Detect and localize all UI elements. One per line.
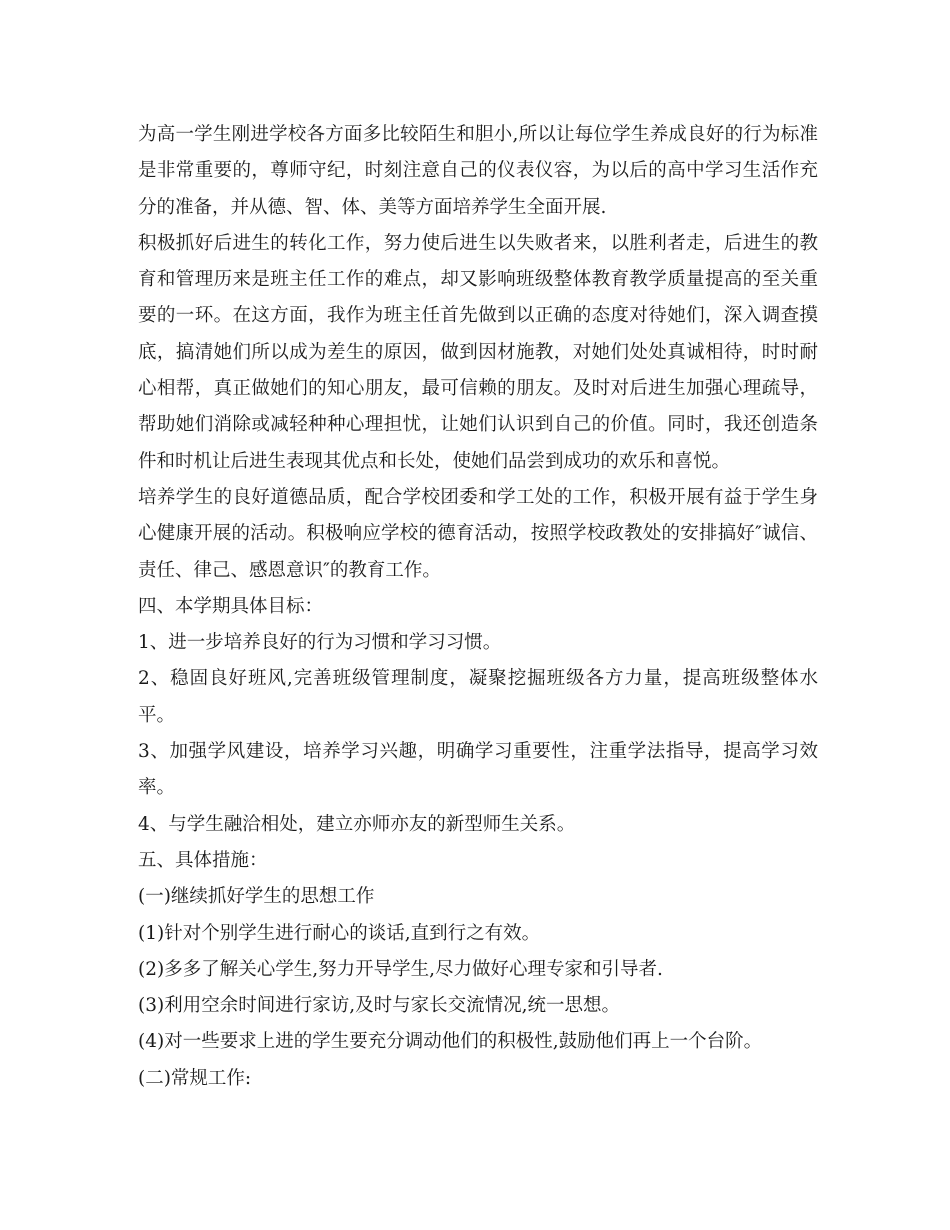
paragraph-moral-quality: 培养学生的良好道德品质，配合学校团委和学工处的工作，积极开展有益于学生身心健康开展的活动。积极响应学校的德育活动，按照学校政教处的安排搞好″诚信、责任、律己、感恩意识″的教育工作。: [138, 486, 818, 581]
paragraph-underachiever-work: 积极抓好后进生的转化工作，努力使后进生以失败者来，以胜利者走，后进生的教育和管理历来是班主任工作的难点，却又影响班级整体教育教学质量提高的至关重要的一环。在这方面，我作为班主任首先做到以正确的态度对待她们，深入调查摸底，搞清她们所以成为差生的原因，做到因材施教，对她们处处真诚相待，时时耐心相帮，真正做她们的知心朋友，最可信赖的朋友。及时对后进生加强心理疏导，帮助她们消除或减轻种种心理担忧，让她们认识到自己的价值。同时，我还创造条件和时机让后进生表现其优点和长处，使她们品尝到成功的欢乐和喜悦。: [138, 232, 818, 472]
measure-item-2: (2)多多了解关心学生,努力开导学生,尽力做好心理专家和引导者.: [138, 958, 663, 980]
measure-item-4: (4)对一些要求上进的学生要充分调动他们的积极性,鼓励他们再上一个台阶。: [138, 1031, 763, 1053]
subheading-routine-work: (二)常规工作:: [138, 1067, 252, 1089]
measure-item-3: (3)利用空余时间进行家访,及时与家长交流情况,统一思想。: [138, 995, 620, 1017]
document-body: [138, 117, 818, 1097]
goal-item-1: 1、进一步培养良好的行为习惯和学习习惯。: [138, 632, 502, 654]
heading-semester-goals: 四、本学期具体目标：: [138, 595, 324, 617]
subheading-ideological-work: (一)继续抓好学生的思想工作: [138, 886, 375, 908]
goal-item-2: 2、稳固良好班风,完善班级管理制度，凝聚挖掘班级各方力量，提高班级整体水平。: [138, 668, 818, 726]
heading-specific-measures: 五、具体措施：: [138, 849, 268, 871]
paragraph-intro-behavior: 为高一学生刚进学校各方面多比较陌生和胆小,所以让每位学生养成良好的行为标准是非常重要的，尊师守纪，时刻注意自己的仪表仪容，为以后的高中学习生活作充分的准备，并从德、智、体、美等方面培养学生全面开展.: [138, 124, 818, 218]
measure-item-1: (1)针对个别学生进行耐心的谈话,直到行之有效。: [138, 922, 541, 944]
goal-item-3: 3、加强学风建设，培养学习兴趣，明确学习重要性，注重学法指导，提高学习效率。: [138, 741, 818, 799]
goal-item-4: 4、与学生融洽相处，建立亦师亦友的新型师生关系。: [138, 813, 576, 835]
